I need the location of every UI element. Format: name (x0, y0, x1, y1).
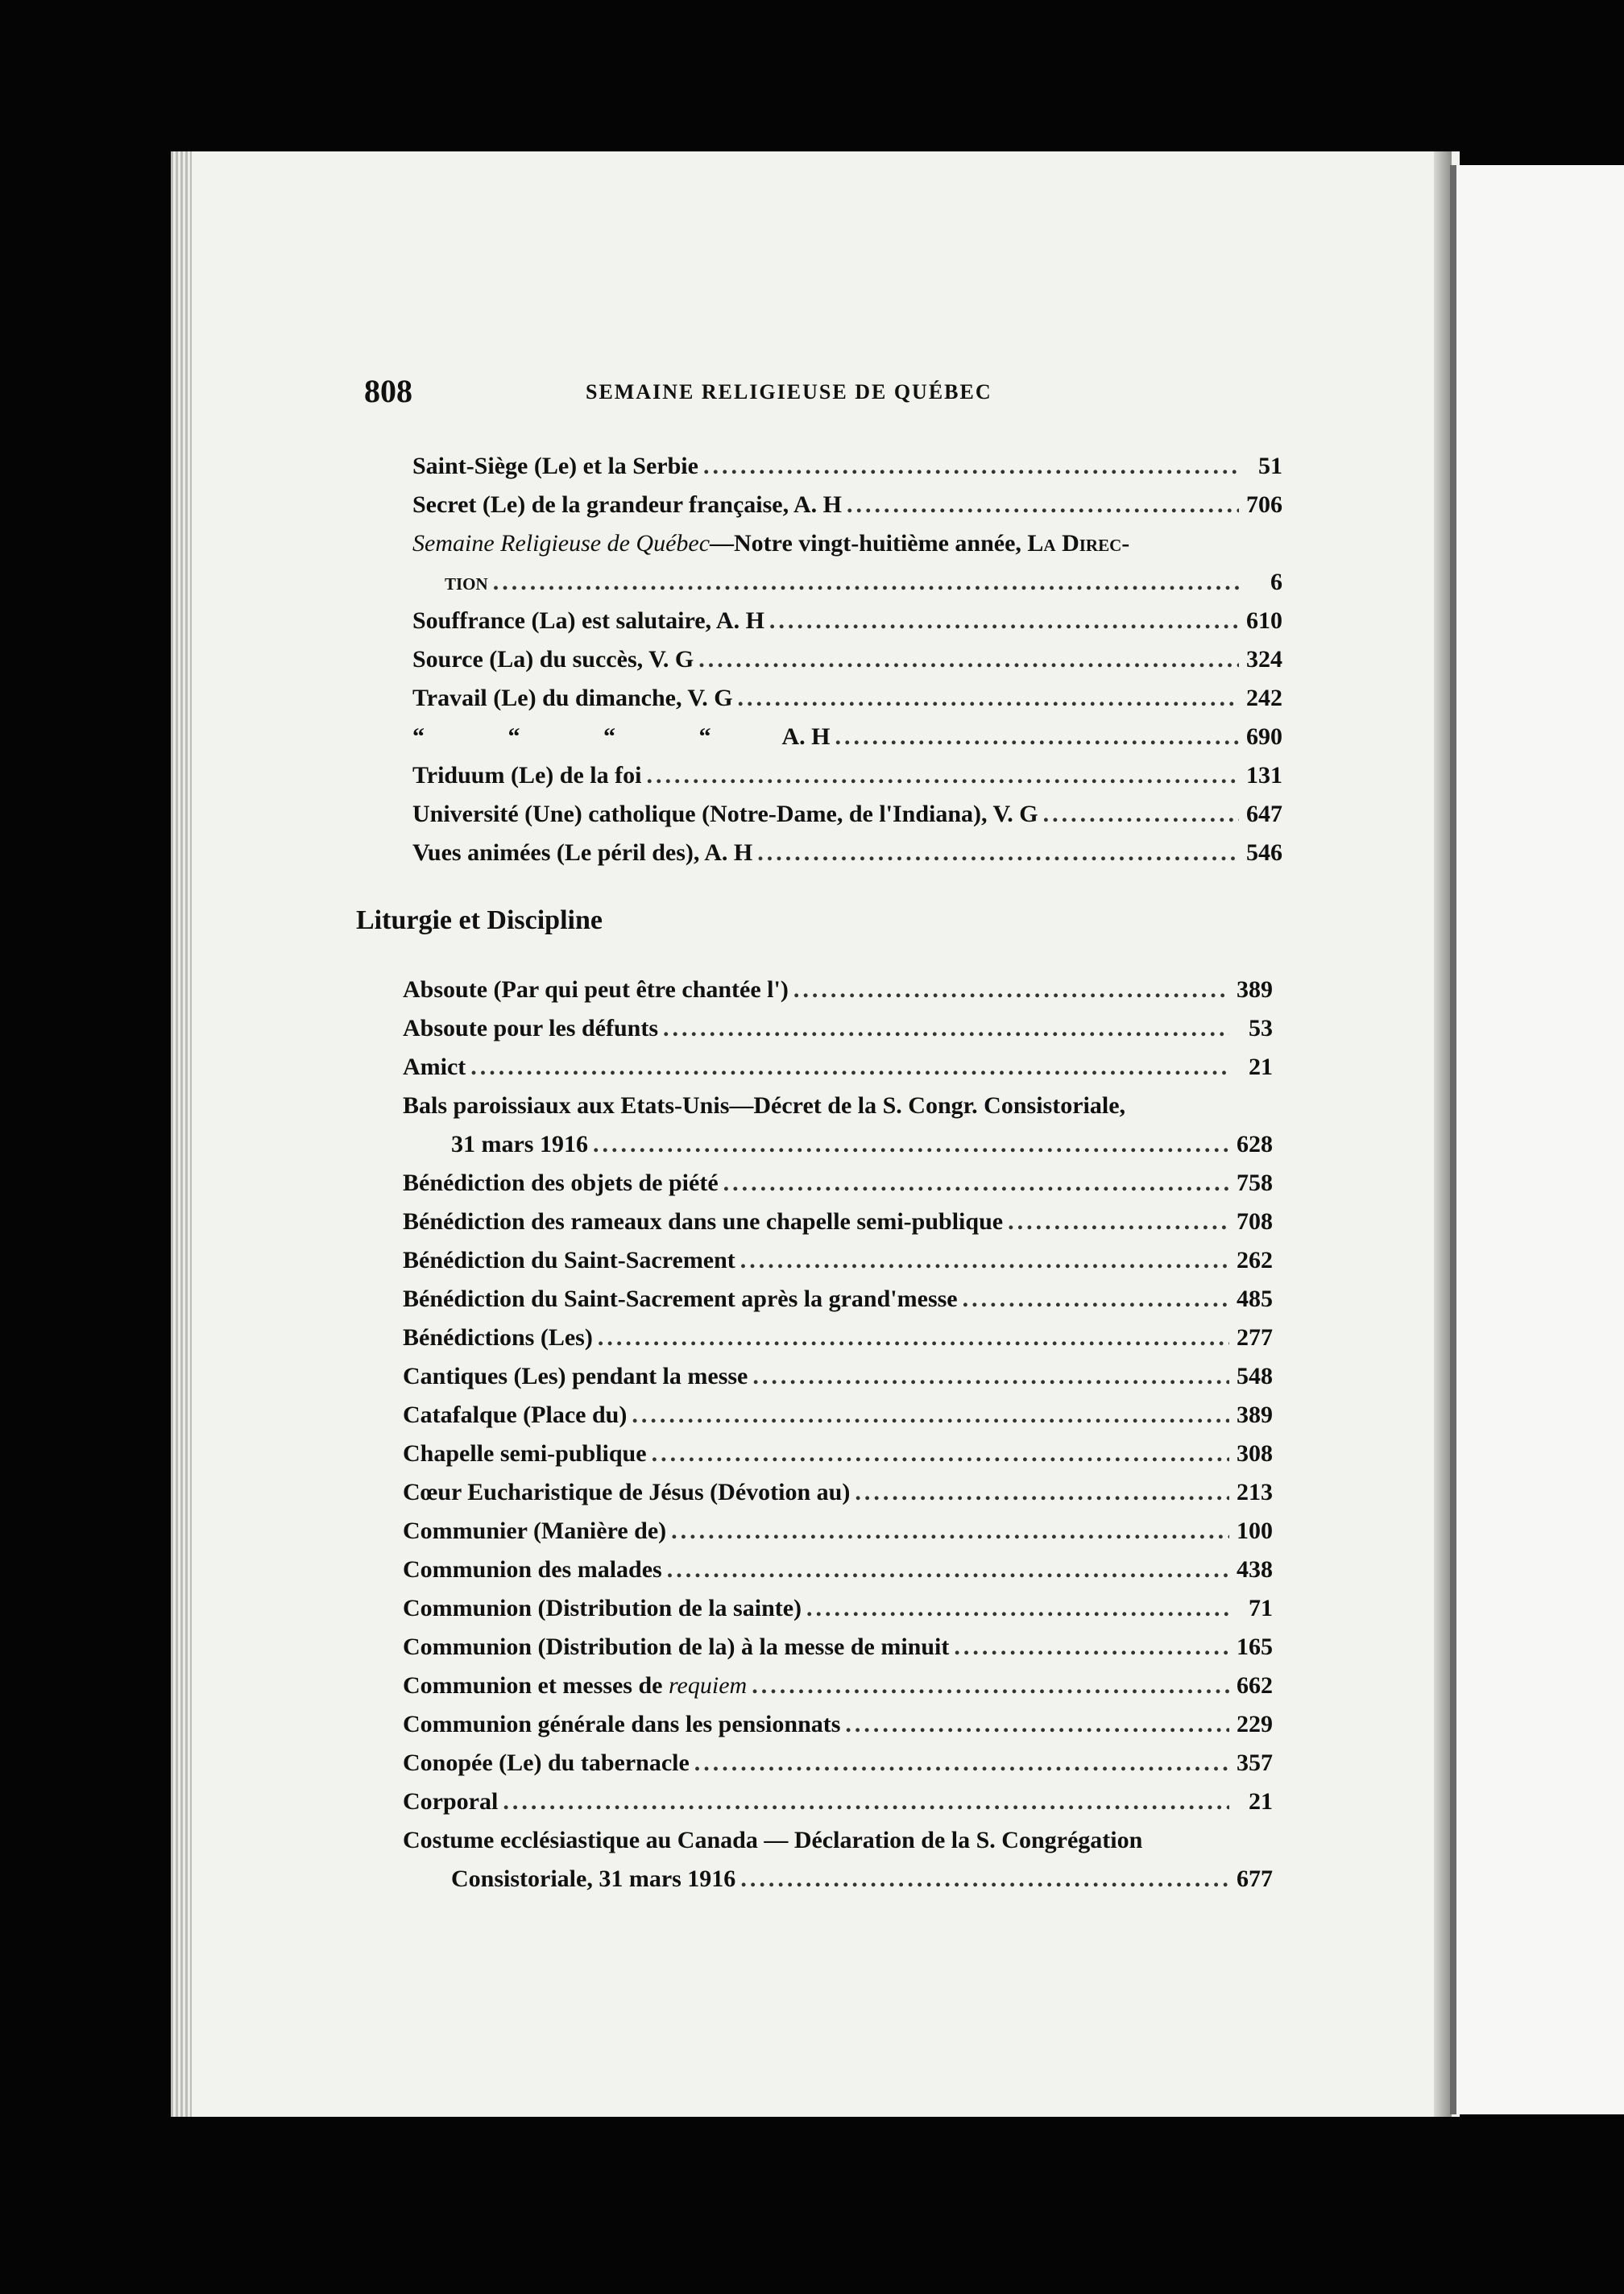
page-reference: 548 (1237, 1363, 1273, 1389)
leader-dots (845, 1711, 1229, 1738)
liturgy-entry (403, 1054, 1273, 1089)
entry-title: Communion générale dans les pensionnats (403, 1711, 841, 1737)
liturgy-entry (403, 976, 1273, 1012)
page-reference: 706 (1246, 491, 1282, 518)
liturgy-entry (403, 1324, 1273, 1360)
leader-dots (752, 1363, 1229, 1390)
page-number: 808 (364, 373, 412, 409)
liturgy-entry (403, 1518, 1273, 1553)
entry-title: Bals paroissiaux aux Etats-Unis—Décret de la S. Congr. Consistoriale, (403, 1092, 1126, 1119)
page-reference: 708 (1237, 1208, 1273, 1235)
entry-title: Cantiques (Les) pendant la messe (403, 1363, 748, 1389)
entry-title: Souffrance (La) est salutaire, A. H (412, 607, 764, 634)
entry-title: Bénédiction du Saint-Sacrement après la grand'messe (403, 1286, 958, 1312)
liturgy-entry (403, 1788, 1273, 1824)
running-title: SEMAINE RELIGIEUSE DE QUÉBEC (586, 380, 992, 404)
index-entry (445, 569, 1282, 604)
leader-dots (632, 1402, 1229, 1429)
leader-dots (855, 1479, 1229, 1506)
page-reference: 21 (1249, 1054, 1273, 1080)
page-reference: 100 (1237, 1518, 1273, 1544)
leader-dots (738, 685, 1239, 712)
page-header (364, 372, 1274, 420)
index-entry (412, 491, 1282, 527)
leader-dots (723, 1170, 1229, 1197)
leader-dots (703, 453, 1239, 480)
page-reference: 324 (1246, 646, 1282, 673)
liturgy-entry (403, 1286, 1273, 1321)
index-entry (412, 839, 1282, 875)
entry-title: Communion (Distribution de la sainte) (403, 1595, 802, 1621)
liturgy-entry (403, 1595, 1273, 1630)
liturgy-entry (403, 1479, 1273, 1514)
entry-title: Communion (Distribution de la) à la messe de minuit (403, 1634, 950, 1660)
entry-title: Bénédiction des objets de piété (403, 1170, 719, 1196)
liturgy-entry-first-line (403, 1092, 1125, 1120)
liturgy-entry (403, 1711, 1273, 1746)
leader-dots (493, 569, 1239, 596)
leader-dots (1008, 1208, 1229, 1236)
leader-dots (652, 1440, 1229, 1468)
page-reference: 677 (1237, 1865, 1273, 1892)
leader-dots (740, 1865, 1229, 1893)
entry-title: Triduum (Le) de la foi (412, 762, 642, 789)
page-reference: 690 (1246, 723, 1282, 750)
index-entry (412, 646, 1282, 681)
entry-title: Cœur Eucharistique de Jésus (Dévotion au) (403, 1479, 851, 1505)
page-reference: 242 (1246, 685, 1282, 711)
leader-dots (667, 1556, 1229, 1584)
page-reference: 357 (1237, 1749, 1273, 1776)
leader-dots (671, 1518, 1229, 1545)
page-reference: 6 (1270, 569, 1282, 595)
entry-title: Bénédiction du Saint-Sacrement (403, 1247, 735, 1273)
page-reference: 53 (1249, 1015, 1273, 1041)
entry-title: Saint-Siège (Le) et la Serbie (412, 453, 698, 479)
liturgy-entry (451, 1131, 1273, 1166)
liturgy-entry (403, 1170, 1273, 1205)
liturgy-entry (403, 1440, 1273, 1476)
page-reference: 546 (1246, 839, 1282, 866)
page-reference: 389 (1237, 1402, 1273, 1428)
entry-title: Absoute pour les défunts (403, 1015, 659, 1041)
page-reference: 21 (1249, 1788, 1273, 1815)
page-reference: 485 (1237, 1286, 1273, 1312)
entry-title: Conopée (Le) du tabernacle (403, 1749, 690, 1776)
entry-title: Amict (403, 1054, 466, 1080)
page-reference: 277 (1237, 1324, 1273, 1351)
page-reference: 758 (1237, 1170, 1273, 1196)
entry-title: Communier (Manière de) (403, 1518, 667, 1544)
book-gutter (1434, 151, 1452, 2117)
ditto-marks: “ “ “ “ (412, 723, 750, 750)
leader-dots (752, 1672, 1229, 1700)
leader-dots (806, 1595, 1229, 1622)
index-entry (412, 453, 1282, 488)
entry-title: Source (La) du succès, V. G (412, 646, 694, 673)
page-reference: 628 (1237, 1131, 1273, 1157)
liturgy-entry (451, 1865, 1273, 1901)
page-reference: 213 (1237, 1479, 1273, 1505)
entry-title: Bénédictions (Les) (403, 1324, 593, 1351)
leader-dots (663, 1015, 1229, 1042)
entry-title: Semaine Religieuse de Québec—Notre vingt-huitième année, La Direc- (412, 530, 1130, 557)
entry-title: Corporal (403, 1788, 499, 1815)
entry-continuation: Consistoriale, 31 mars 1916 (451, 1865, 736, 1892)
section-title: Liturgie et Discipline (356, 905, 603, 935)
page-reference: 262 (1237, 1247, 1273, 1273)
page-reference: 438 (1237, 1556, 1273, 1583)
entry-title: Travail (Le) du dimanche, V. G (412, 685, 733, 711)
entry-continuation: tion (445, 569, 488, 595)
liturgy-entry (403, 1247, 1273, 1282)
page-reference: 71 (1249, 1595, 1273, 1621)
liturgy-entry-first-line (403, 1827, 1142, 1854)
entry-title: Chapelle semi-publique (403, 1440, 647, 1467)
page-stack-edge (171, 151, 192, 2117)
leader-dots (835, 723, 1240, 751)
page-reference: 229 (1237, 1711, 1273, 1737)
leader-dots (793, 976, 1229, 1004)
page-reference: 662 (1237, 1672, 1273, 1699)
index-entry (412, 723, 1282, 759)
entry-title: Secret (Le) de la grandeur française, A. H (412, 491, 842, 518)
index-entry (412, 685, 1282, 720)
leader-dots (593, 1131, 1229, 1158)
index-entry-first-line (412, 530, 1129, 557)
entry-title: Bénédiction des rameaux dans une chapelle semi-publique (403, 1208, 1004, 1235)
page-reference: 51 (1258, 453, 1282, 479)
liturgy-entry (403, 1749, 1273, 1785)
leader-dots (470, 1054, 1229, 1081)
leader-dots (694, 1749, 1229, 1777)
entry-title: Vues animées (Le péril des), A. H (412, 839, 753, 866)
entry-title: Université (Une) catholique (Notre-Dame, de l'Indiana), V. G (412, 801, 1038, 827)
liturgy-entry (403, 1672, 1273, 1708)
leader-dots (769, 607, 1239, 635)
liturgy-entry (403, 1634, 1273, 1669)
leader-dots (698, 646, 1239, 673)
entry-title: Communion et messes de requiem (403, 1672, 748, 1699)
leader-dots (954, 1634, 1229, 1661)
entry-title: Catafalque (Place du) (403, 1402, 628, 1428)
leader-dots (1043, 801, 1239, 828)
page-reference: 131 (1246, 762, 1282, 789)
page-reference: 165 (1237, 1634, 1273, 1660)
liturgy-entry (403, 1015, 1273, 1050)
entry-title: Absoute (Par qui peut être chantée l') (403, 976, 789, 1003)
leader-dots (757, 839, 1239, 867)
liturgy-entry (403, 1556, 1273, 1592)
entry-title: “ “ “ “ A. H (412, 723, 831, 750)
leader-dots (740, 1247, 1229, 1274)
leader-dots (847, 491, 1239, 519)
index-entry (412, 801, 1282, 836)
index-entry (412, 607, 1282, 643)
liturgy-entry (403, 1208, 1273, 1244)
page-reference: 647 (1246, 801, 1282, 827)
entry-title: Costume ecclésiastique au Canada — Déclaration de la S. Congrégation (403, 1827, 1143, 1853)
page-reference: 610 (1246, 607, 1282, 634)
liturgy-entry (403, 1402, 1273, 1437)
facing-page (1450, 165, 1624, 2114)
entry-continuation: 31 mars 1916 (451, 1131, 588, 1157)
leader-dots (598, 1324, 1229, 1352)
leader-dots (963, 1286, 1229, 1313)
leader-dots (503, 1788, 1229, 1816)
page-reference: 308 (1237, 1440, 1273, 1467)
index-entry (412, 762, 1282, 797)
page-reference: 389 (1237, 976, 1273, 1003)
liturgy-entry (403, 1363, 1273, 1398)
entry-title: Communion des malades (403, 1556, 662, 1583)
leader-dots (646, 762, 1239, 789)
